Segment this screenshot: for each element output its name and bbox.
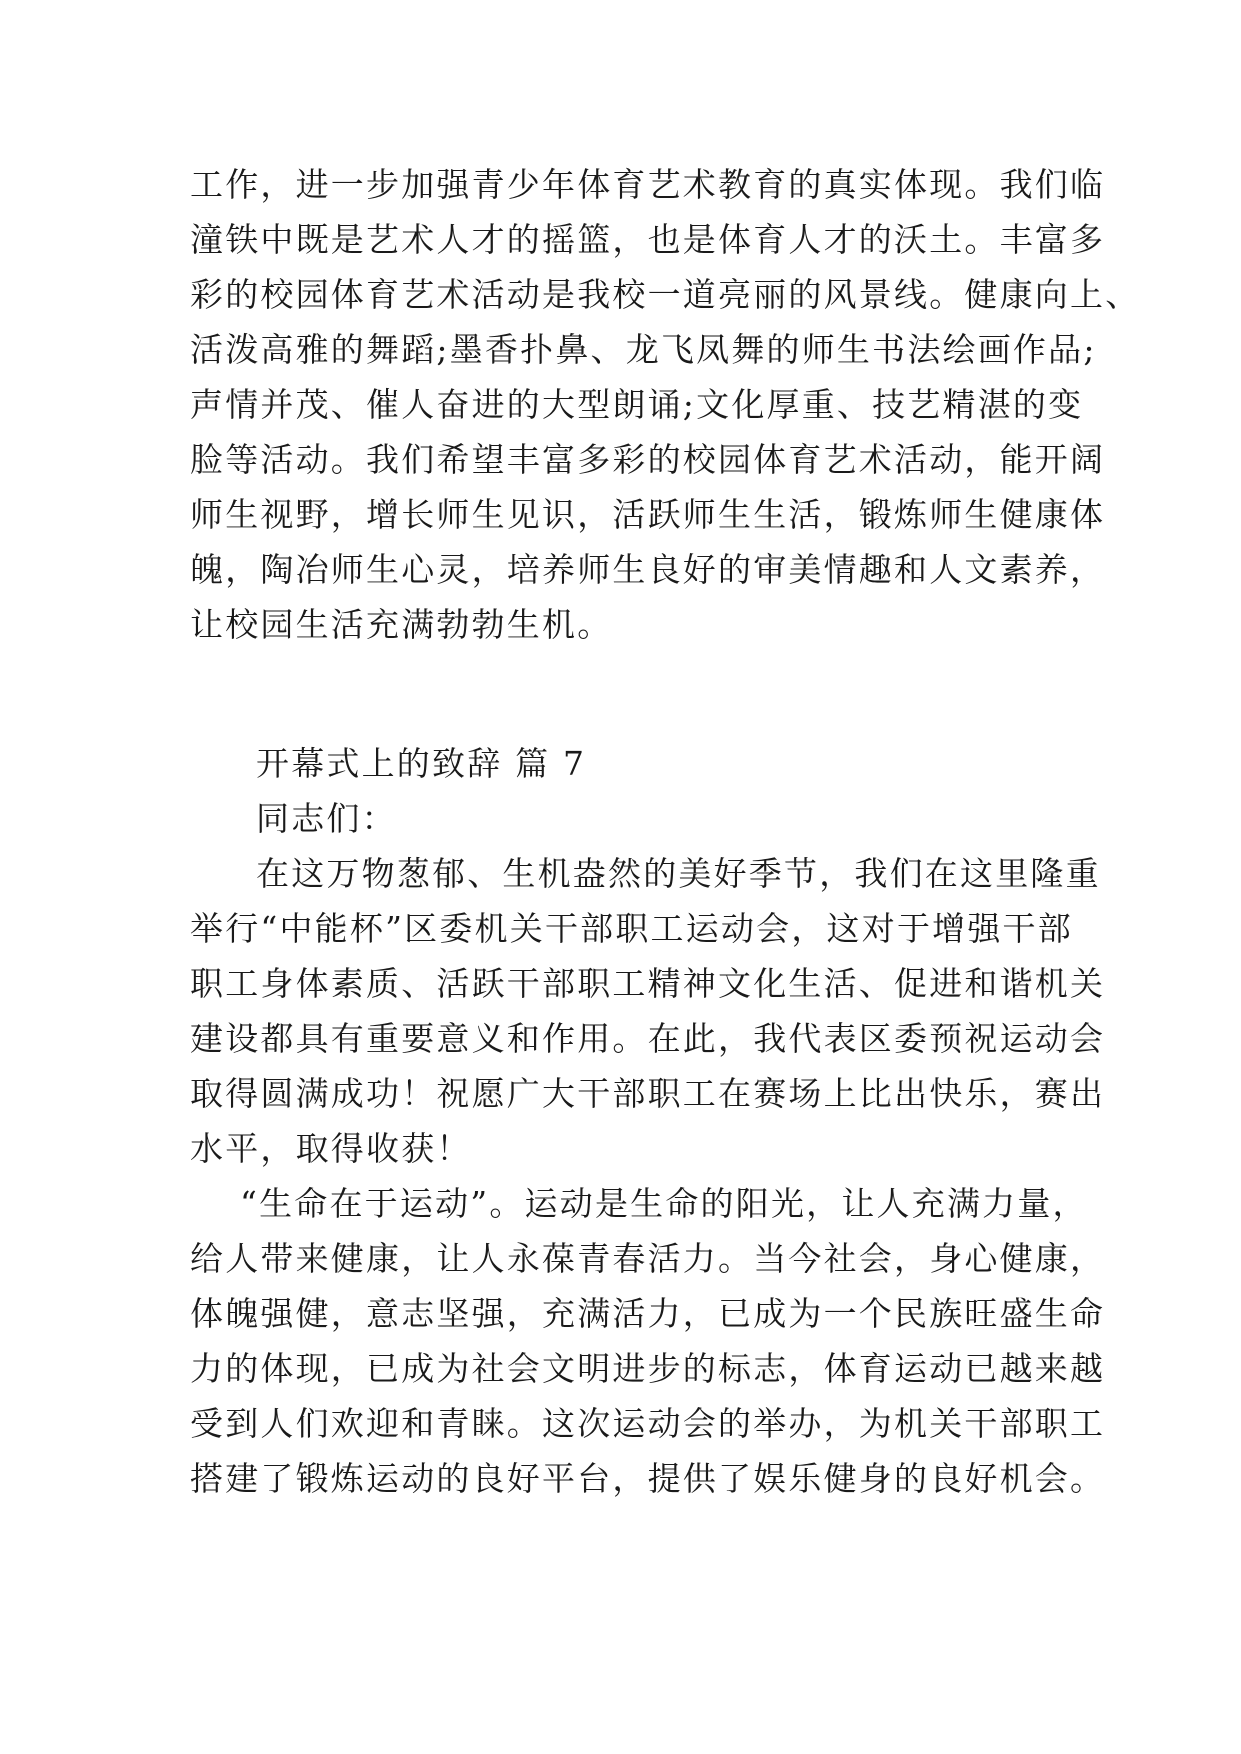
paragraph-line: 举行“中能杯”区委机关干部职工运动会，这对于增强干部 bbox=[190, 909, 1073, 948]
paragraph-line: 工作，进一步加强青少年体育艺术教育的真实体现。我们临 bbox=[190, 165, 1106, 204]
paragraph-line: 师生视野，增长师生见识，活跃师生生活，锻炼师生健康体 bbox=[190, 495, 1106, 534]
paragraph-line: 活泼高雅的舞蹈;墨香扑鼻、龙飞凤舞的师生书法绘画作品; bbox=[190, 330, 1097, 369]
paragraph-line: 取得圆满成功！祝愿广大干部职工在赛场上比出快乐，赛出 bbox=[190, 1074, 1106, 1113]
paragraph-line: 声情并茂、催人奋进的大型朗诵;文化厚重、技艺精湛的变 bbox=[190, 385, 1084, 424]
paragraph-line: 给人带来健康，让人永葆青春活力。当今社会，身心健康， bbox=[190, 1239, 1106, 1278]
paragraph-line: 脸等活动。我们希望丰富多彩的校园体育艺术活动，能开阔 bbox=[190, 440, 1106, 479]
paragraph-line: 水平，取得收获！ bbox=[190, 1129, 472, 1168]
paragraph-line: 受到人们欢迎和青睐。这次运动会的举办，为机关干部职工 bbox=[190, 1404, 1106, 1443]
paragraph-line: 在这万物葱郁、生机盎然的美好季节，我们在这里隆重 bbox=[256, 854, 1101, 893]
paragraph-line: “生命在于运动”。运动是生命的阳光，让人充满力量， bbox=[240, 1184, 1088, 1223]
paragraph-line: 魄，陶冶师生心灵，培养师生良好的审美情趣和人文素养， bbox=[190, 550, 1106, 589]
paragraph-line: 体魄强健，意志坚强，充满活力，已成为一个民族旺盛生命 bbox=[190, 1294, 1106, 1333]
paragraph-line: 潼铁中既是艺术人才的摇篮，也是体育人才的沃土。丰富多 bbox=[190, 220, 1106, 259]
paragraph-line: 力的体现，已成为社会文明进步的标志，体育运动已越来越 bbox=[190, 1349, 1106, 1388]
paragraph-line: 让校园生活充满勃勃生机。 bbox=[190, 605, 613, 644]
paragraph-line: 彩的校园体育艺术活动是我校一道亮丽的风景线。健康向上、 bbox=[190, 275, 1141, 314]
paragraph-line: 建设都具有重要意义和作用。在此，我代表区委预祝运动会 bbox=[190, 1019, 1106, 1058]
salutation: 同志们： bbox=[256, 799, 397, 838]
paragraph-line: 搭建了锻炼运动的良好平台，提供了娱乐健身的良好机会。 bbox=[190, 1459, 1106, 1498]
paragraph-line: 职工身体素质、活跃干部职工精神文化生活、促进和谐机关 bbox=[190, 964, 1106, 1003]
section-heading: 开幕式上的致辞 篇 7 bbox=[256, 744, 587, 783]
